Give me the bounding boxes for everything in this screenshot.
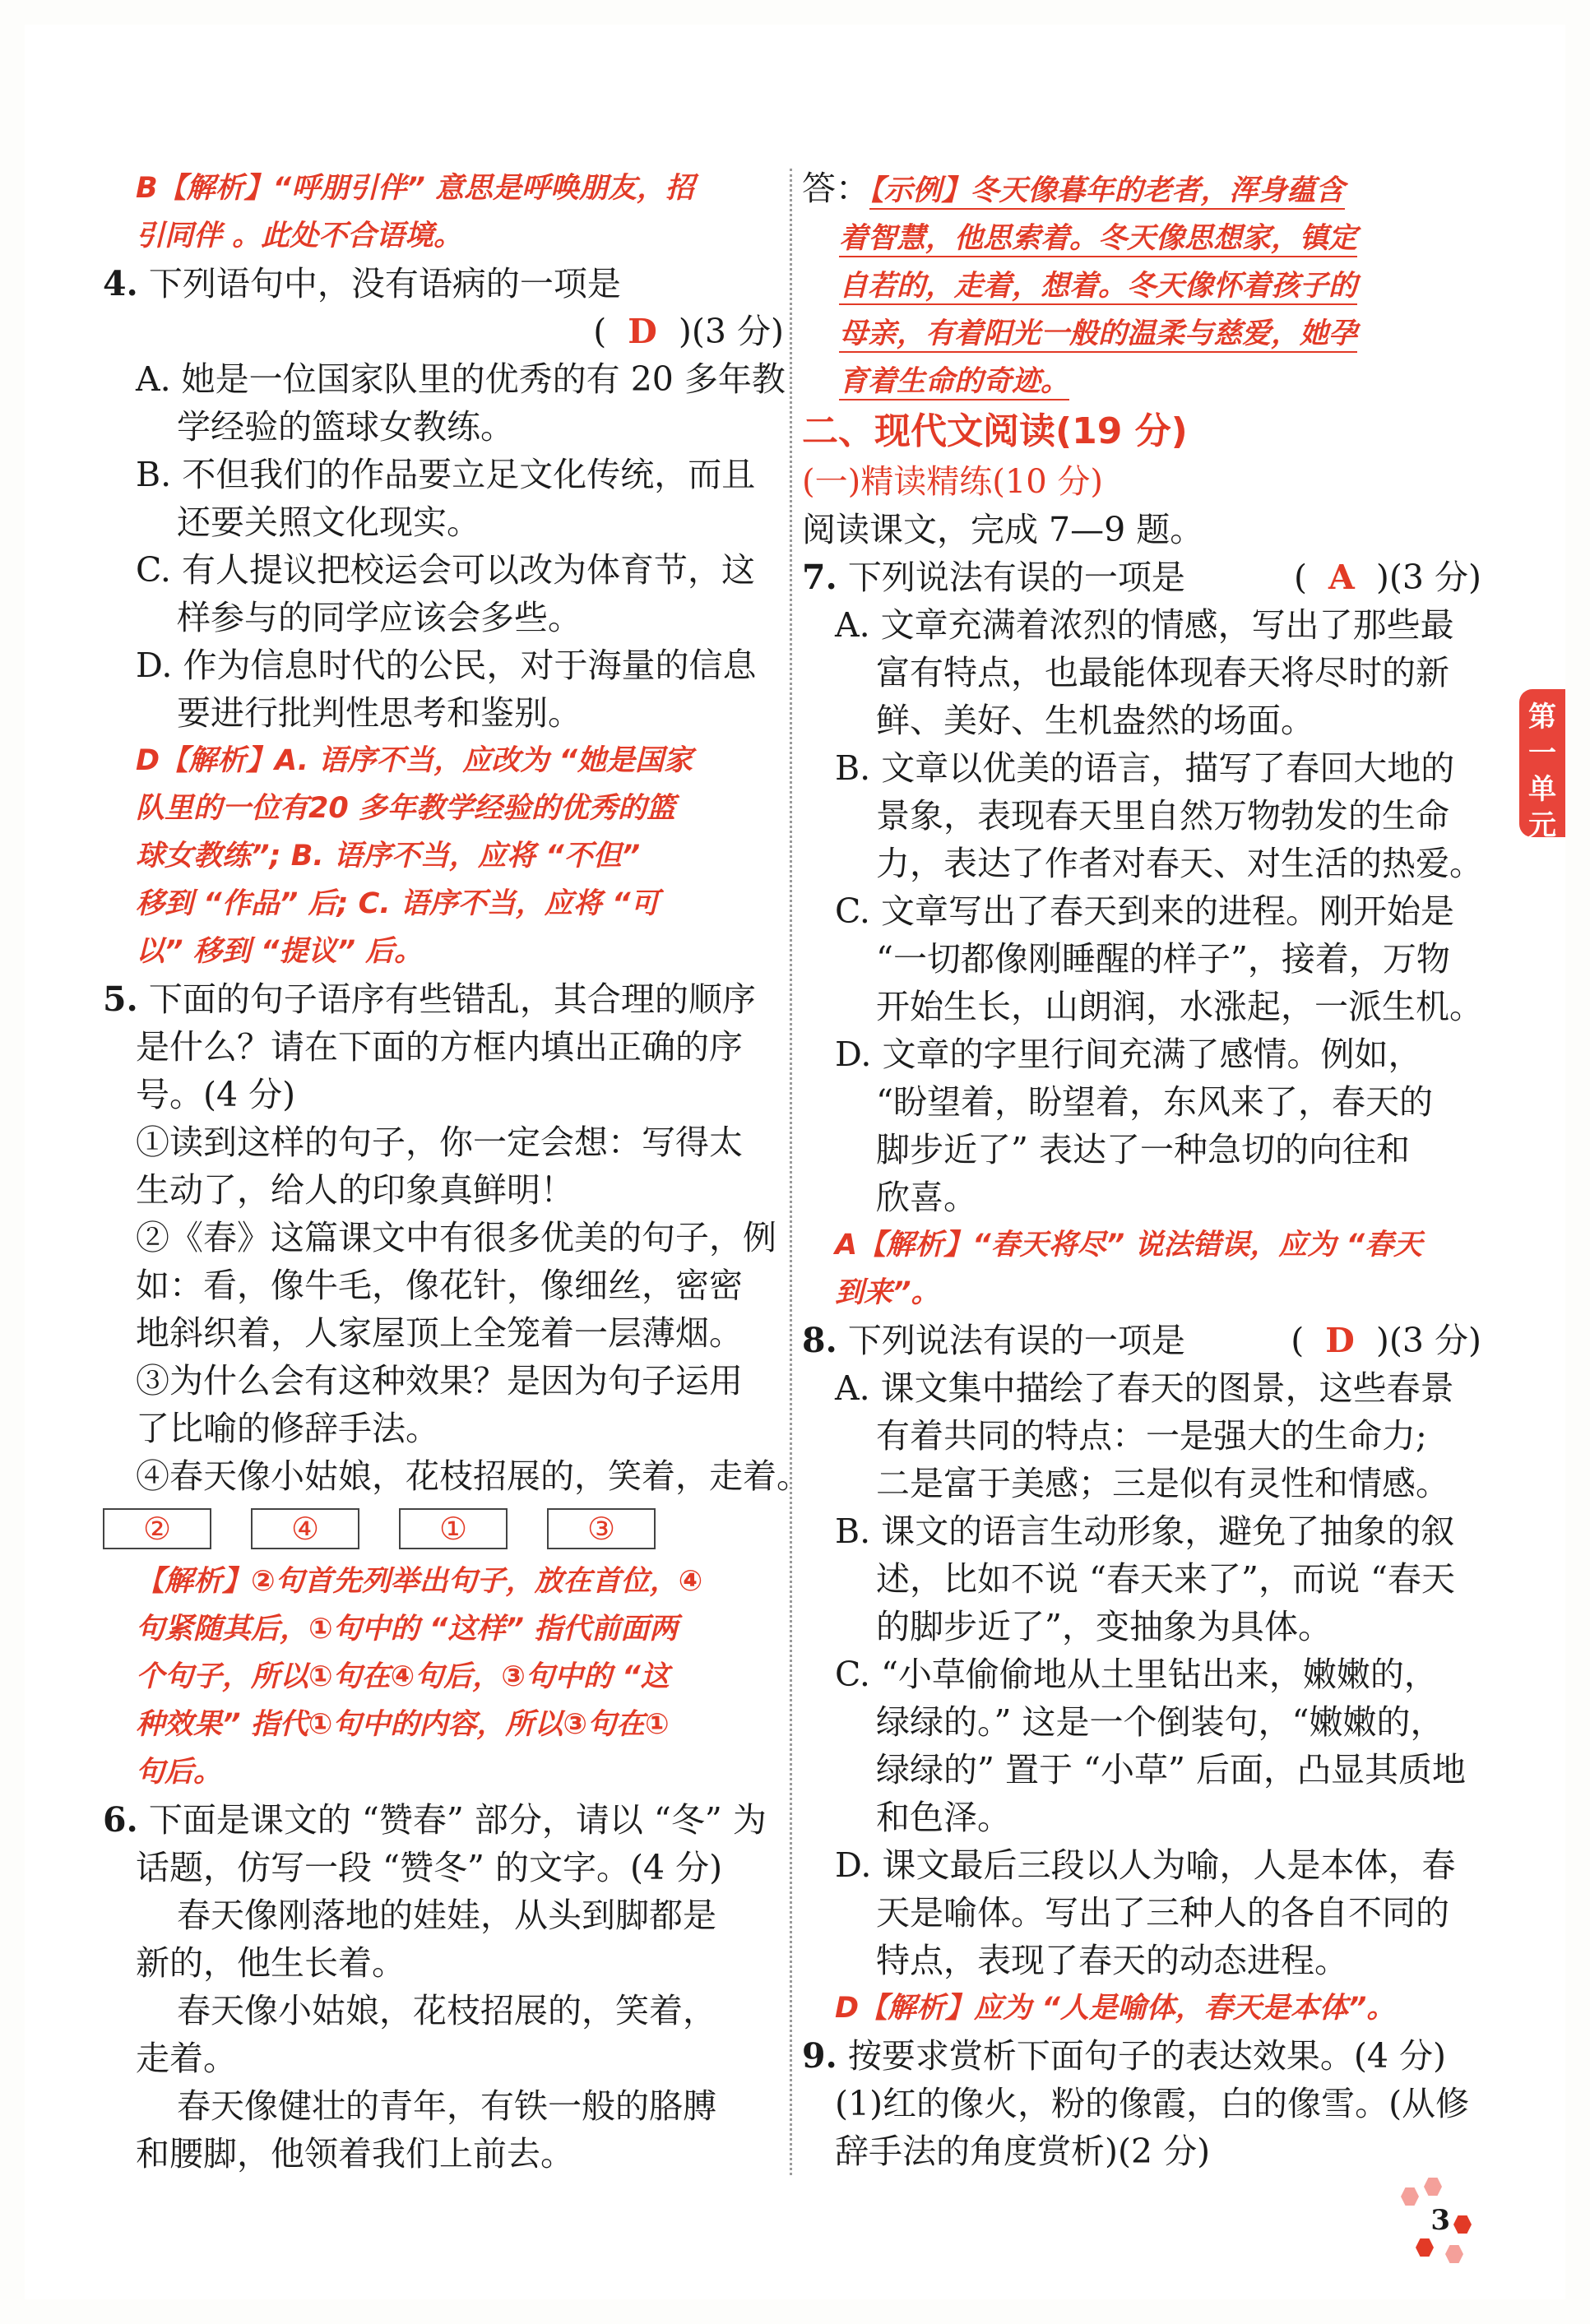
left-column [103, 164, 810, 2178]
q4-option-a: A. 她是一位国家队里的优秀的有 20 多年教 [136, 359, 786, 399]
q5-sentence: ④春天像小姑娘，花枝招展的，笑着，走着。 [136, 1456, 810, 1496]
q4-option-b-cont: 还要关照文化现实。 [177, 502, 480, 542]
q8-option-cont: 有着共同的特点：一是强大的生命力; [876, 1416, 1427, 1456]
q6-answer-label: 答： [802, 169, 869, 208]
q5-analysis-line: 种效果” 指代①句中的内容，所以③句在① [136, 1708, 670, 1741]
q8-stem-text: 下列说法有误的一项是 [847, 1321, 1185, 1360]
q8-option-c: C. “小草偷偷地从土里钻出来，嫩嫩的， [835, 1655, 1438, 1694]
q7-option-cont: 欣喜。 [876, 1178, 977, 1217]
q6-para: 春天像小姑娘，花枝招展的，笑着， [177, 1991, 716, 2030]
q7-option-cont: 力，表达了作者对春天、对生活的热爱。 [876, 844, 1483, 883]
q7-answer: A [1328, 558, 1355, 597]
q4-analysis-line: 球女教练”; B. 语序不当，应将 “不但” [136, 840, 641, 873]
q8-option-cont: 和色泽。 [876, 1798, 1011, 1837]
q7-number: 7. [802, 558, 837, 597]
q4-option-c-cont: 样参与的同学应该会多些。 [177, 598, 582, 637]
decor-hex-icon [1401, 2187, 1419, 2206]
q3-analysis-line: B【解析】“呼朋引伴” 意思是呼唤朋友，招 [136, 172, 694, 205]
q4-option-d: D. 作为信息时代的公民，对于海量的信息 [136, 646, 757, 685]
q8-number: 8. [802, 1321, 837, 1360]
q4-option-c: C. 有人提议把校运会可以改为体育节，这 [136, 550, 755, 590]
q8-option-cont: 天是喻体。写出了三种人的各自不同的 [876, 1893, 1449, 1933]
q4-number: 4. [103, 264, 138, 303]
reading-intro: 阅读课文，完成 7—9 题。 [802, 510, 1204, 549]
q5-stem [103, 975, 784, 1023]
q8-option-cont: 二是富于美感；三是似有灵性和情感。 [876, 1464, 1449, 1503]
q5-analysis-line: 句后。 [136, 1756, 223, 1789]
decor-hex-icon [1424, 2178, 1442, 2196]
q5-stem-cont: 是什么？请在下面的方框内填出正确的序 [136, 1027, 743, 1067]
q4-option-d-cont: 要进行批判性思考和鉴别。 [177, 693, 582, 733]
q6-answer-text: 育着生命的奇迹。 [839, 365, 1069, 400]
section-title: 二、现代文阅读(19 分) [802, 410, 1188, 452]
q6-stem-cont: 话题，仿写一段 “赞冬” 的文字。(4 分) [136, 1848, 723, 1887]
q4-answer: D [628, 312, 657, 351]
q6-answer-text: 自若的，走着，想着。冬天像怀着孩子的 [839, 270, 1357, 305]
q4-answer-line: ( D )(3 分) [593, 312, 784, 351]
q4-analysis-line: 以” 移到 “提议” 后。 [136, 935, 424, 968]
answer-box[interactable]: ① [399, 1508, 508, 1549]
q4-analysis-line: D【解析】A. 语序不当，应改为 “她是国家 [136, 744, 693, 777]
q7-option-cont: 开始生长，山朗润，水涨起，一派生机。 [876, 987, 1483, 1026]
q8-answer: D [1325, 1321, 1355, 1360]
q5-sentence: 生动了，给人的印象真鲜明！ [136, 1170, 574, 1210]
q5-sentence: 了比喻的修辞手法。 [136, 1409, 439, 1448]
q8-option-cont: 的脚步近了”，变抽象为具体。 [876, 1607, 1332, 1646]
q6-para: 春天像刚落地的娃娃，从头到脚都是 [177, 1896, 716, 1935]
q8-option-cont: 绿绿的” 置于 “小草” 后面，凸显其质地 [876, 1750, 1466, 1789]
q6-answer-line [802, 164, 1481, 215]
decor-hex-icon [1445, 2245, 1463, 2263]
q4-option-a-cont: 学经验的篮球女教练。 [177, 407, 514, 447]
q5-number: 5. [103, 979, 138, 1019]
column-divider [790, 169, 792, 2175]
q9-number: 9. [802, 2036, 837, 2076]
q8-option-a: A. 课文集中描绘了春天的图景，这些春景 [835, 1368, 1454, 1408]
q7-answer-line: ( A )(3 分) [1293, 558, 1481, 597]
q5-analysis-line: 【解析】②句首先列举出句子，放在首位，④ [136, 1565, 703, 1598]
q7-analysis-line: 到来”。 [835, 1276, 940, 1309]
q5-sentence: ②《春》这篇课文中有很多优美的句子，例 [136, 1218, 776, 1257]
unit-side-tab: 第一单元 [1519, 689, 1565, 837]
q6-answer-text: 着智慧，他思索着。冬天像思想家，镇定 [839, 222, 1357, 257]
q6-para: 春天像健壮的青年，有铁一般的胳膊 [177, 2086, 716, 2126]
q7-option-cont: 脚步近了” 表达了一种急切的向往和 [876, 1130, 1410, 1169]
q8-stem [802, 1317, 1481, 1364]
q4-stem [103, 260, 784, 308]
q5-sentence: 如：看，像牛毛，像花针，像细丝，密密 [136, 1266, 743, 1305]
q8-answer-line: ( D )(3 分) [1291, 1321, 1481, 1360]
q7-stem [802, 553, 1481, 601]
q6-answer-line [802, 215, 1481, 262]
q5-stem-text: 下面的句子语序有些错乱，其合理的顺序 [148, 979, 756, 1019]
q6-answer-line [802, 310, 1481, 358]
q8-option-cont: 述，比如不说 “春天来了”，而说 “春天 [876, 1559, 1455, 1599]
answer-box[interactable]: ④ [251, 1508, 359, 1549]
q8-score: (3 分) [1388, 1321, 1481, 1360]
q4-analysis-line: 队里的一位有20 多年教学经验的优秀的篮 [136, 792, 675, 825]
q5-sentence: ①读到这样的句子，你一定会想：写得太 [136, 1123, 743, 1162]
q7-option-a: A. 文章充满着浓烈的情感，写出了那些最 [835, 605, 1454, 645]
q8-option-d: D. 课文最后三段以人为喻，人是本体，春 [835, 1845, 1456, 1885]
q7-score: (3 分) [1388, 558, 1481, 597]
q6-answer-line [802, 358, 1481, 405]
q5-analysis-line: 个句子，所以①句在④句后，③句中的 “这 [136, 1660, 670, 1693]
q6-para: 新的，他生长着。 [136, 1943, 406, 1983]
q7-stem-text: 下列说法有误的一项是 [847, 558, 1185, 597]
q3-analysis-line: 引同伴 。此处不合语境。 [136, 220, 463, 252]
q7-option-cont: “盼望着，盼望着，东风来了，春天的 [876, 1082, 1433, 1122]
q5-sentence: ③为什么会有这种效果？是因为句子运用 [136, 1361, 743, 1400]
q6-answer-text: 【示例】冬天像暮年的老者，浑身蕴含 [869, 174, 1345, 210]
q4-option-b: B. 不但我们的作品要立足文化传统，而且 [136, 455, 756, 494]
q5-sentence: 地斜织着，人家屋顶上全笼着一层薄烟。 [136, 1313, 743, 1353]
q8-option-b: B. 课文的语言生动形象，避免了抽象的叙 [835, 1512, 1455, 1551]
q8-option-cont: 特点，表现了春天的动态进程。 [876, 1941, 1348, 1980]
q7-option-cont: 富有特点，也最能体现春天将尽时的新 [876, 653, 1449, 692]
q6-answer-line [802, 262, 1481, 310]
answer-box[interactable]: ② [103, 1508, 211, 1549]
q7-option-d: D. 文章的字里行间充满了感情。例如， [835, 1035, 1422, 1074]
q7-option-cont: “一切都像刚睡醒的样子”，接着，万物 [876, 939, 1450, 979]
q6-answer-text: 母亲，有着阳光一般的温柔与慈爱，她孕 [839, 317, 1357, 353]
subsection-title: (一)精读精练(10 分) [802, 463, 1104, 501]
q6-stem [103, 1796, 784, 1844]
q9-sub: 辞手法的角度赏析)(2 分) [835, 2132, 1211, 2171]
q5-answer-boxes [103, 1508, 784, 1549]
answer-box[interactable]: ③ [547, 1508, 656, 1549]
q5-stem-cont: 号。(4 分) [136, 1075, 296, 1114]
q6-para: 走着。 [136, 2039, 237, 2078]
q7-option-c: C. 文章写出了春天到来的进程。刚开始是 [835, 891, 1454, 931]
q4-analysis-line: 移到 “作品” 后; C. 语序不当，应将 “可 [136, 887, 660, 920]
q8-analysis-line: D【解析】应为 “人是喻体，春天是本体”。 [835, 1992, 1396, 2025]
q9-sub: (1)红的像火，粉的像霞，白的像雪。(从修 [835, 2084, 1470, 2123]
page [25, 25, 1565, 2299]
q7-option-b: B. 文章以优美的语言，描写了春回大地的 [835, 748, 1455, 788]
q6-para: 和腰脚，他领着我们上前去。 [136, 2134, 574, 2174]
q5-analysis-line: 句紧随其后，①句中的 “这样” 指代前面两 [136, 1613, 679, 1646]
q7-analysis-line: A【解析】“春天将尽” 说法错误，应为 “春天 [835, 1229, 1423, 1262]
q9-stem-text: 按要求赏析下面句子的表达效果。(4 分) [847, 2036, 1446, 2076]
page-number: 3 [1430, 2204, 1450, 2237]
q7-option-cont: 鲜、美好、生机盎然的场面。 [876, 701, 1314, 740]
q4-stem-text: 下列语句中，没有语病的一项是 [148, 264, 621, 303]
right-column [802, 164, 1481, 2175]
q8-option-cont: 绿绿的。” 这是一个倒装句，“嫩嫩的， [876, 1702, 1444, 1742]
decor-hex-icon [1416, 2238, 1434, 2257]
q6-stem-text: 下面是课文的 “赞春” 部分，请以 “冬” 为 [148, 1800, 767, 1840]
decor-hex-icon [1453, 2215, 1472, 2234]
q6-number: 6. [103, 1800, 138, 1840]
q7-option-cont: 景象，表现春天里自然万物勃发的生命 [876, 796, 1449, 836]
q9-stem [802, 2032, 1481, 2080]
q4-score: (3 分) [691, 312, 784, 351]
